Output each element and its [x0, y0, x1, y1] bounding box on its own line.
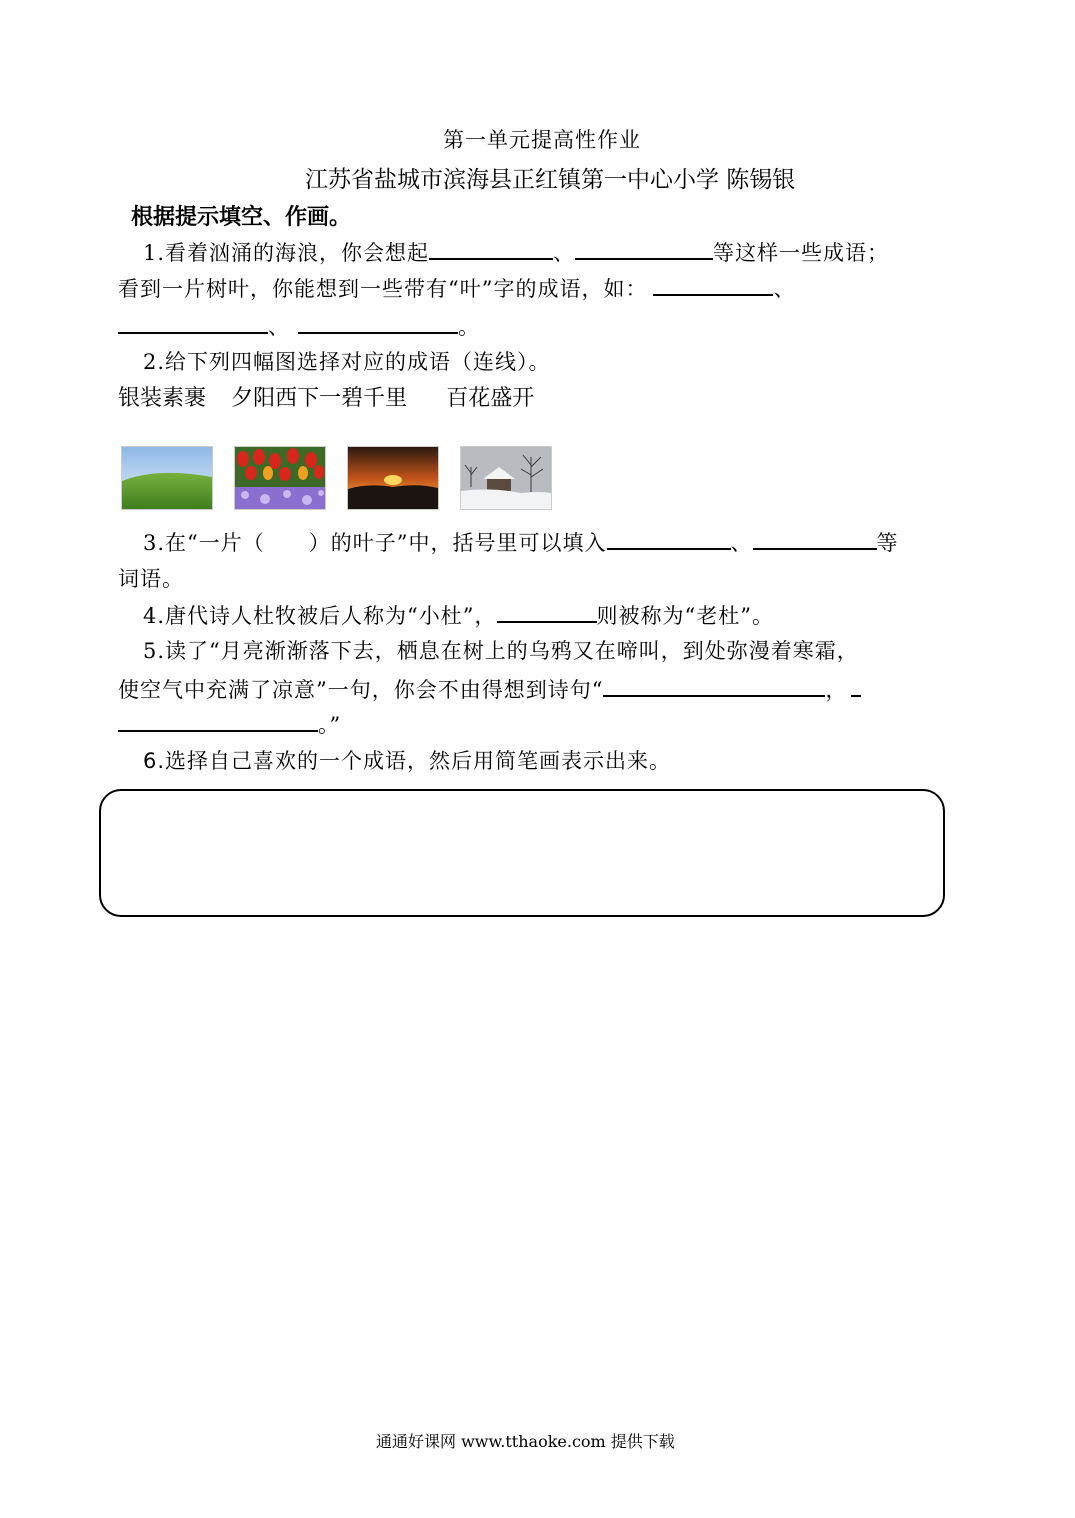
page-title: 第一单元提高性作业: [443, 128, 641, 152]
q1-text-line2: 看到一片树叶，你能想到一些带有“叶”字的成语，如：: [118, 277, 648, 301]
q3-text-b: 等: [876, 531, 899, 555]
q3-separator: 、: [730, 531, 753, 555]
snow-house-picture[interactable]: [460, 446, 552, 510]
meadow-picture[interactable]: [121, 446, 213, 510]
author-line: 江苏省盐城市滨海县正红镇第一中心小学 陈锡银: [305, 167, 796, 193]
idiom-options: [118, 381, 534, 412]
question-6: 6.选择自己喜欢的一个成语，然后用简笔画表示出来。: [143, 749, 672, 773]
idiom-option-2[interactable]: 夕阳西下一碧千里: [231, 386, 408, 411]
q5-comma: ，: [825, 678, 848, 702]
question-5-line-1: 5.读了“月亮渐渐落下去，栖息在树上的乌鸦又在啼叫，到处弥漫着寒霜，: [143, 639, 859, 663]
q1-answer-blank-5[interactable]: [298, 310, 458, 334]
question-3-line-1: [143, 526, 899, 557]
drawing-box[interactable]: [99, 789, 945, 917]
question-1-line-2: [118, 272, 795, 303]
q5-text-line2: 使空气中充满了凉意”一句，你会不由得想到诗句“: [118, 678, 604, 702]
q3-text-a: 3.在“一片（ ）的叶子”中，括号里可以填入: [143, 531, 607, 555]
question-5-line-3: [118, 708, 341, 739]
q1-separator-2: 、: [773, 277, 796, 301]
q1-end: 。: [458, 315, 480, 339]
q5-answer-blank-1[interactable]: [603, 673, 825, 697]
q1-text-a: 1.看着汹涌的海浪，你会想起: [143, 241, 430, 265]
q4-text-a: 4.唐代诗人杜牧被后人称为“小杜”，: [143, 604, 497, 628]
q5-end: 。”: [318, 713, 342, 737]
q1-answer-blank-1[interactable]: [429, 236, 553, 260]
q1-text-b: 等这样一些成语；: [713, 241, 890, 265]
tulips-picture[interactable]: [234, 446, 326, 510]
footer-credit: 通通好课网 www.tthaoke.com 提供下载: [376, 1432, 675, 1451]
sunset-picture[interactable]: [347, 446, 439, 510]
q1-answer-blank-2[interactable]: [575, 236, 713, 260]
idiom-option-3[interactable]: 百花盛开: [446, 386, 535, 411]
section-heading: 根据提示填空、作画。: [131, 205, 352, 230]
q1-answer-blank-3[interactable]: [653, 272, 773, 296]
q5-answer-blank-2[interactable]: [118, 708, 318, 732]
q4-answer-blank[interactable]: [497, 599, 597, 623]
question-3-line-2: 词语。: [118, 567, 184, 591]
q1-separator: 、: [553, 241, 576, 265]
q5-answer-blank-1b[interactable]: [851, 673, 861, 697]
q3-answer-blank-1[interactable]: [607, 526, 731, 550]
idiom-option-1[interactable]: 银装素裹: [118, 386, 207, 411]
q1-answer-blank-4[interactable]: [118, 310, 268, 334]
q4-text-b: 则被称为“老杜”。: [596, 604, 774, 628]
question-5-line-2: [118, 673, 861, 704]
question-1-line-3: [118, 310, 480, 341]
q1-separator-3: 、: [268, 315, 290, 339]
question-1-line-1: [143, 236, 889, 267]
question-4: [143, 599, 774, 630]
question-2: 2.给下列四幅图选择对应的成语（连线）。: [143, 350, 551, 374]
q3-answer-blank-2[interactable]: [753, 526, 877, 550]
